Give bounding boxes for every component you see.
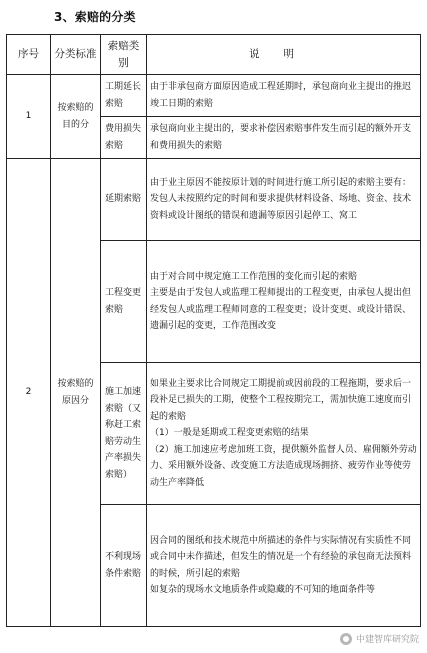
header-criterion: 分类标准 bbox=[51, 35, 101, 75]
category-cell: 施工加速索赔（又称赶工索赔劳动生产率损失索赔） bbox=[101, 363, 147, 505]
description-cell bbox=[147, 363, 421, 505]
header-row bbox=[7, 35, 421, 75]
row-seq-1: 1 bbox=[7, 75, 51, 159]
header-seq: 序号 bbox=[7, 35, 51, 75]
description-extra: 主要是由于发包人或监理工程师提出的工程变更，由承包人提出但经发包人或监理工程师同意的工程变更；设计变更、或设计错误、遗漏引起的变更，工作范围改变 bbox=[150, 288, 412, 331]
table-row bbox=[7, 159, 421, 241]
header-description: 说明 bbox=[147, 35, 421, 75]
section-heading: 3、索赔的分类 bbox=[54, 10, 136, 24]
category-cell: 工期延长索赔 bbox=[101, 75, 147, 117]
description-main: 如果业主要求比合同规定工期提前或因前段的工程拖期，要求后一段补足已损失的工期，使整个工程按期完工，需加快施工速度而引起的索赔 bbox=[150, 378, 412, 422]
category-cell: 费用损失索赔 bbox=[101, 117, 147, 159]
criterion-purpose: 按索赔的目的分 bbox=[51, 75, 101, 159]
category-cell: 不利现场条件索赔 bbox=[101, 505, 147, 627]
description-main: 因合同的图纸和技术规范中所描述的条件与实际情况有实质性不同或合同中未作描述，但发生的情况是一个有经验的承包商无法预料的时候，所引起的索赔 bbox=[150, 535, 412, 579]
description-main: 由于对合同中规定施工工作范围的变化而引起的索赔 bbox=[150, 271, 358, 282]
watermark-logo-icon bbox=[340, 633, 352, 645]
category-cell: 延期索赔 bbox=[101, 159, 147, 241]
description-note-1: （1）一般是延期或工程变更索赔的结果 bbox=[150, 428, 309, 439]
description-cell bbox=[147, 241, 421, 363]
description-cell: 由于业主原因不能按原计划的时间进行施工所引起的索赔主要有：发包人未按照约定的时间和要求提供材料设备、场地、资金、技术资料或设计图纸的错误和遗漏等原因引起停工、窝工 bbox=[147, 159, 421, 241]
watermark bbox=[340, 632, 419, 645]
description-cell: 由于非承包商方面原因造成工程延期时，承包商向业主提出的推迟竣工日期的索赔 bbox=[147, 75, 421, 117]
description-cell bbox=[147, 505, 421, 627]
criterion-cause: 按索赔的原因分 bbox=[51, 159, 101, 627]
description-extra: 如复杂的现场水文地质条件或隐藏的不可知的地面条件等 bbox=[150, 585, 376, 595]
category-cell: 工程变更索赔 bbox=[101, 241, 147, 363]
table-row bbox=[7, 75, 421, 117]
header-category: 索赔类别 bbox=[101, 35, 147, 75]
description-cell: 承包商向业主提出的，要求补偿因索赔事件发生而引起的额外开支和费用损失的索赔 bbox=[147, 117, 421, 159]
claims-classification-table bbox=[6, 34, 421, 627]
row-seq-2: 2 bbox=[7, 159, 51, 627]
watermark-text: 中建智库研究院 bbox=[355, 635, 419, 645]
description-note-2: （2）施工加速应考虑加班工资，提供额外监督人员、雇佣额外劳动力、采用额外设备、改变施工方法造成现场拥挤、疲劳作业等使劳动生产率降低 bbox=[150, 444, 417, 488]
